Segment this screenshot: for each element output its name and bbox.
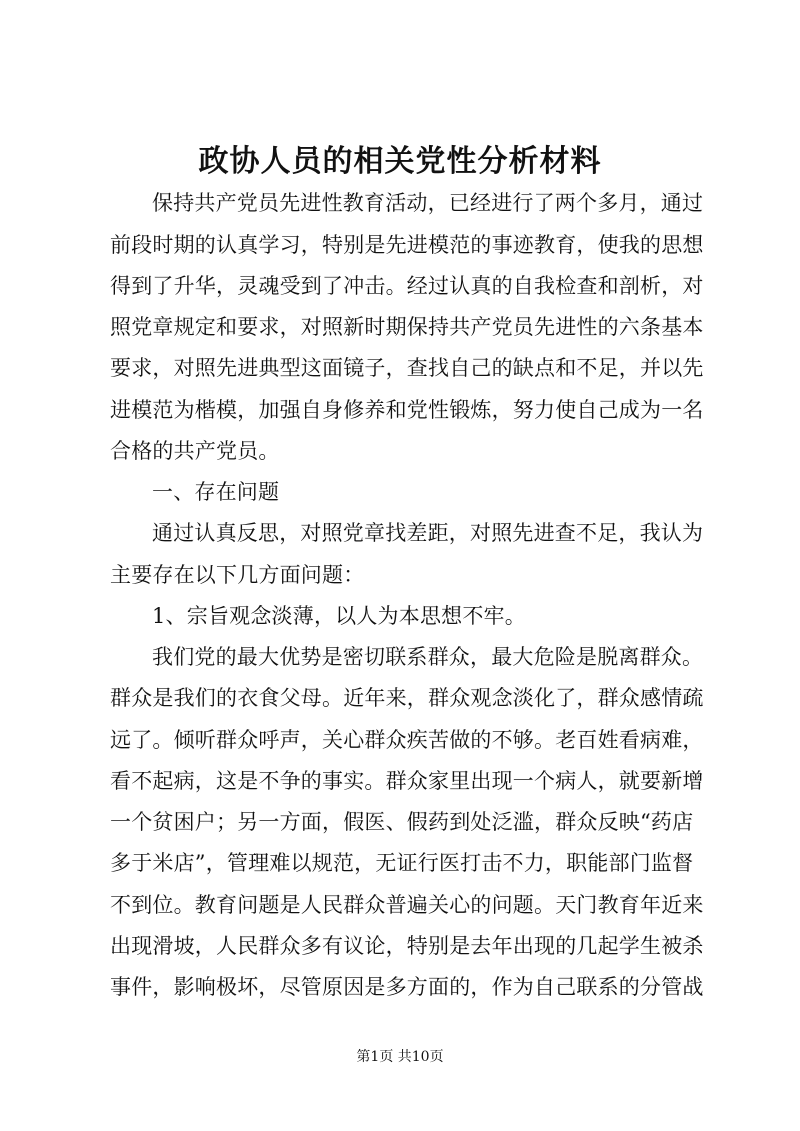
paragraph-line: 主要存在以下几方面问题：	[110, 563, 365, 587]
paragraph-line: 得到了升华，灵魂受到了冲击。经过认真的自我检查和剖析，对	[110, 274, 704, 298]
paragraph-line: 进模范为楷模，加强自身修养和党性锻炼，努力使自己成为一名	[110, 398, 704, 422]
paragraph-line: 出现滑坡，人民群众多有议论，特别是去年出现的几起学生被杀	[110, 934, 704, 958]
paragraph-line: 前段时期的认真学习，特别是先进模范的事迹教育，使我的思想	[110, 233, 704, 257]
subsection-heading: 1、宗旨观念淡薄，以人为本思想不牢。	[152, 604, 526, 628]
paragraph-line: 群众是我们的衣食父母。近年来，群众观念淡化了，群众感情疏	[110, 686, 704, 710]
paragraph-line: 一个贫困户；另一方面，假医、假药到处泛滥，群众反映“药店	[110, 810, 694, 834]
paragraph-line: 我们党的最大优势是密切联系群众，最大危险是脱离群众。	[152, 645, 704, 669]
paragraph-line: 看不起病，这是不争的事实。群众家里出现一个病人，就要新增	[110, 769, 704, 793]
paragraph-line: 远了。倾听群众呼声，关心群众疾苦做的不够。老百姓看病难，	[110, 728, 704, 752]
paragraph-line: 多于米店”，管理难以规范，无证行医打击不力，职能部门监督	[110, 851, 694, 875]
paragraph-line: 照党章规定和要求，对照新时期保持共产党员先进性的六条基本	[110, 315, 704, 339]
paragraph-line: 事件，影响极坏，尽管原因是多方面的，作为自己联系的分管战	[110, 975, 704, 999]
section-heading: 一、存在问题	[152, 480, 280, 504]
paragraph-line: 不到位。教育问题是人民群众普遍关心的问题。天门教育年近来	[110, 893, 704, 917]
paragraph-line: 保持共产党员先进性教育活动，已经进行了两个多月，通过	[152, 191, 704, 215]
paragraph-line: 合格的共产党员。	[110, 439, 280, 463]
document-title: 政协人员的相关党性分析材料	[198, 144, 602, 179]
page-number-footer: 第1页 共10页	[356, 1049, 444, 1065]
paragraph-line: 要求，对照先进典型这面镜子，查找自己的缺点和不足，并以先	[110, 356, 704, 380]
paragraph-line: 通过认真反思，对照党章找差距，对照先进查不足，我认为	[152, 521, 704, 545]
